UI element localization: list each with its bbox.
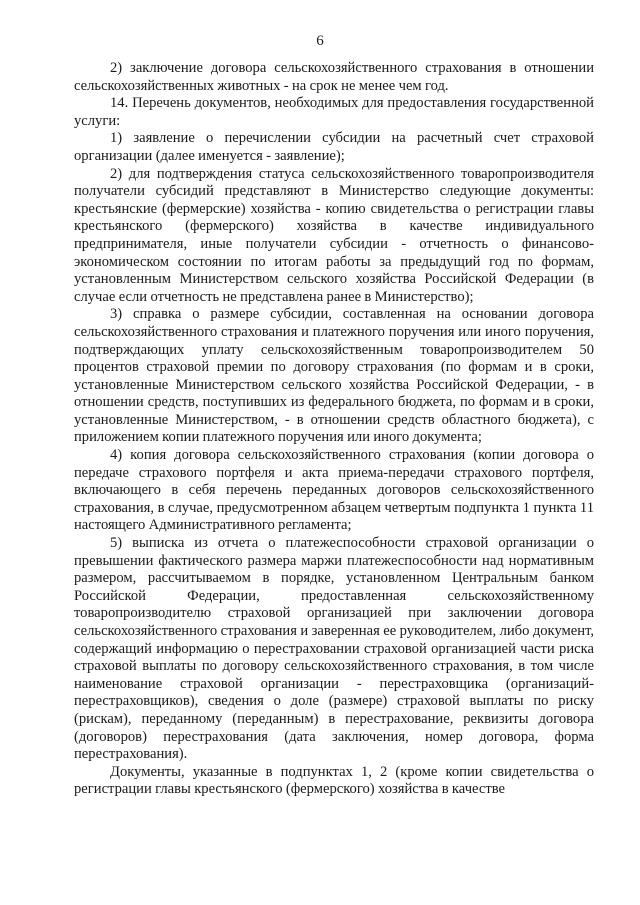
paragraph-14-list-heading: 14. Перечень документов, необходимых для предоставления государственной услуги:	[74, 95, 594, 129]
paragraph-item-3-certificate: 3) справка о размере субсидии, составленная на основании договора сельскохозяйственного страхования и платежного поручения или иного поручения, подтверждающих уплату сельскохозяйственным товаропроизводителем 50 процентов страховой премии по договору страхования (по формам и в сроки, установленные Министерством сельского хозяйства Российской Федерации, - в отношении средств, поступивших из федерального бюджета, по формам и в сроки, установленные Министерством, - в отношении средств областного бюджета), с приложением копии платежного поручения или иного документа;	[74, 306, 594, 446]
document-body	[74, 60, 594, 799]
paragraph-item-4-contract-copy: 4) копия договора сельскохозяйственного страхования (копии договора о передаче страхового портфеля и акта приема-передачи страхового портфеля, включающего в себя перечень переданных договоров сельскохозяйственного страхования, в случае, предусмотренном абзацем четвертым подпункта 1 пункта 11 настоящего Административного регламента;	[74, 447, 594, 534]
paragraph-item-2-contract: 2) заключение договора сельскохозяйственного страхования в отношении сельскохозяйственных животных - на срок не менее чем год.	[74, 60, 594, 94]
paragraph-item-5-solvency-extract: 5) выписка из отчета о платежеспособности страховой организации о превышении фактического размера маржи платежеспособности над нормативным размером, рассчитываемом в порядке, установленном Центральным банком Российской Федерации, предоставленная сельскохозяйственному товаропроизводителю страховой организацией при заключении договора сельскохозяйственного страхования и заверенная ее руководителем, либо документ, содержащий информацию о перестраховании страховой организацией части риска страховой выплаты по договору сельскохозяйственного страхования, в том числе наименование страховой организации - перестраховщика (организаций-перестраховщиков), сведения о доле (размере) страховой выплаты по риску (рискам), переданному (переданным) в перестрахование, реквизиты договора (договоров) перестрахования (дата заключения, номер договора, форма перестрахования).	[74, 535, 594, 763]
paragraph-documents-continuation: Документы, указанные в подпунктах 1, 2 (кроме копии свидетельства о регистрации главы крестьянского (фермерского) хозяйства в качестве	[74, 763, 594, 798]
paragraph-item-1-application: 1) заявление о перечислении субсидии на расчетный счет страховой организации (далее именуется - заявление);	[74, 130, 594, 164]
page-number: 6	[316, 33, 324, 49]
paragraph-item-2-status: 2) для подтверждения статуса сельскохозяйственного товаропроизводителя получатели субсидий представляют в Министерство следующие документы: крестьянские (фермерские) хозяйства - копию свидетельства о регистрации главы крестьянского (фермерского) хозяйства в качестве индивидуального предпринимателя, иные получатели субсидии - отчетность о финансово-экономическом состоянии по итогам работы за предыдущий год по формам, установленным Министерством сельского хозяйства Российской Федерации (в случае если отчетность не представлена ранее в Министерство);	[74, 165, 594, 305]
